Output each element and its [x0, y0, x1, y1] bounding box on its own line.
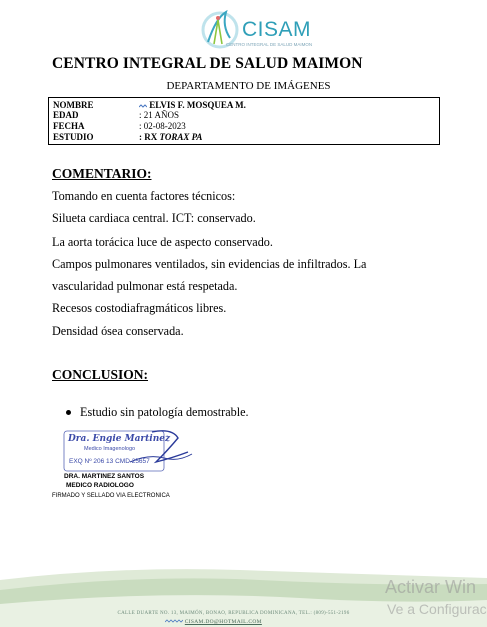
center-title: CENTRO INTEGRAL DE SALUD MAIMON: [52, 55, 363, 72]
cisam-logo: [196, 8, 313, 52]
activation-watermark-title: Activar Win: [385, 577, 477, 597]
stamp-role: Medico Imagenologo: [84, 446, 136, 452]
signature-stamp: [60, 428, 200, 472]
patient-info-box: [48, 97, 440, 145]
conclusion-bullet: Estudio sin patología demostrable.: [80, 405, 249, 419]
activation-watermark-subtitle: Ve a Configurac: [387, 601, 487, 617]
spellcheck-squiggle-icon: [139, 101, 147, 109]
stamp-name: Dra. Engie Martinez: [68, 434, 171, 444]
conclusion-heading: CONCLUSION:: [52, 367, 149, 382]
study-prefix: : RX: [139, 132, 160, 142]
signed-note: FIRMADO Y SELLADO VIA ELECTRONICA: [52, 493, 170, 499]
department-title: DEPARTAMENTO DE IMÁGENES: [166, 80, 331, 92]
logo-tagline: CENTRO INTEGRAL DE SALUD MAIMON: [226, 42, 313, 47]
doctor-name: DRA. MARTINEZ SANTOS: [64, 473, 145, 480]
label-nombre: NOMBRE: [53, 100, 94, 110]
comentario-line: Campos pulmonares ventilados, sin evidencias de infiltrados. La: [52, 257, 367, 271]
stamp-exequatur: EXQ Nº 206 13 CMD 25657: [69, 458, 150, 465]
patient-name: ELVIS F. MOSQUEA M.: [149, 100, 246, 110]
logo-name: CISAM: [242, 18, 312, 41]
footer-email: [0, 618, 487, 625]
label-fecha: FECHA: [53, 121, 85, 131]
value-edad: : 21 AÑOS: [139, 110, 180, 120]
comentario-line: Densidad ósea conservada.: [52, 324, 184, 338]
comentario-line: Recesos costodiafragmáticos libres.: [52, 301, 227, 315]
study-type: TORAX PA: [159, 132, 203, 142]
footer-email-text: CISAM.DO@HOTMAIL.COM: [184, 619, 262, 625]
comentario-line: Tomando en cuenta factores técnicos:: [52, 189, 236, 203]
footer-address: CALLE DUARTE NO. 13, MAIMÓN, BONAO, REPUBLICA DOMINICANA, TEL.: (809)-551-2196: [117, 611, 350, 616]
value-fecha: : 02-08-2023: [139, 121, 186, 131]
comentario-line: vascularidad pulmonar está respetada.: [52, 279, 238, 293]
spellcheck-squiggle-icon: [165, 618, 183, 623]
comentario-heading: COMENTARIO:: [52, 166, 152, 181]
label-estudio: ESTUDIO: [53, 132, 94, 142]
doctor-title: MEDICO RADIOLOGO: [66, 482, 134, 489]
comentario-line: Silueta cardiaca central. ICT: conservado.: [52, 211, 256, 225]
bullet-icon: [66, 410, 71, 415]
value-nombre: [139, 100, 246, 110]
value-estudio: [139, 132, 202, 142]
label-edad: EDAD: [53, 110, 79, 120]
comentario-line: La aorta torácica luce de aspecto conservado.: [52, 235, 273, 249]
